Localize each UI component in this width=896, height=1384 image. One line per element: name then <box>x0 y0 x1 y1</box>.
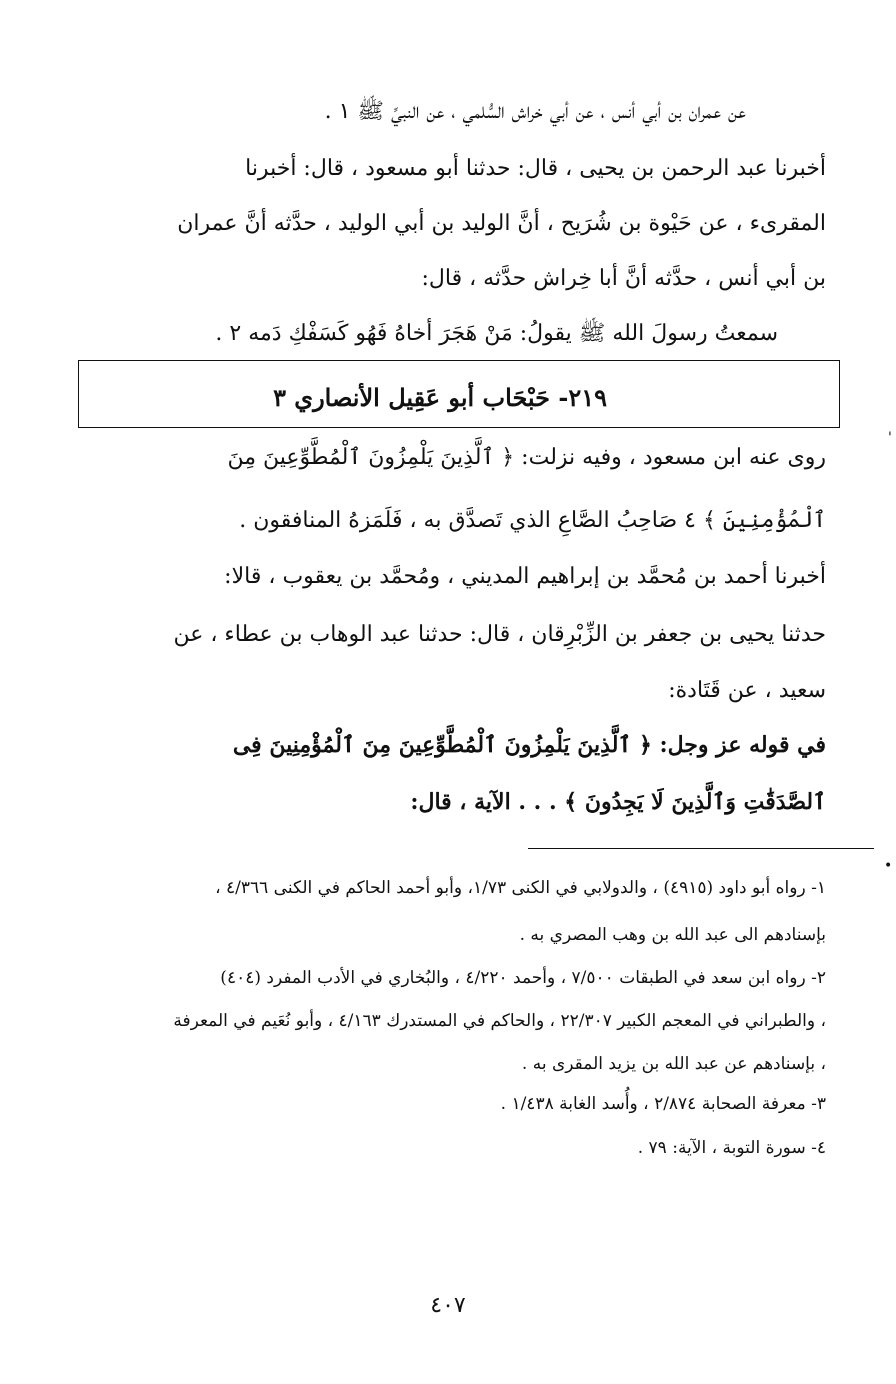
section-line-2: ٱلْمُؤْمِنِينَ ﴾ ٤ صَاحِبُ الصَّاعِ الذي تَصدَّق به ، فَلَمَزهُ المنافقون . <box>239 508 826 533</box>
section-line-6: في قوله عز وجل: ﴿ ٱلَّذِينَ يَلْمِزُونَ ٱلْمُطَّوِّعِينَ مِنَ ٱلْمُؤْمِنِينَ فِى <box>232 732 826 758</box>
section-line-7: ٱلصَّدَقَٰتِ وَٱلَّذِينَ لَا يَجِدُونَ ﴾ . . . الآية ، قال: <box>410 789 826 815</box>
footnote-1b: بإسنادهم الى عبد الله بن وهب المصري به . <box>519 925 826 945</box>
section-line-1: روى عنه ابن مسعود ، وفيه نزلت: ﴿ ٱلَّذِينَ يَلْمِزُونَ ٱلْمُطَّوِّعِينَ مِنَ <box>227 445 826 470</box>
footnote-4: ٤- سورة التوبة ، الآية: ٧٩ . <box>637 1138 826 1158</box>
footnote-3: ٣- معرفة الصحابة ٢/٨٧٤ ، وأُسد الغابة ١/٤٣٨ . <box>500 1094 826 1114</box>
margin-dot: • <box>884 858 893 874</box>
body-line-1: عن عمران بن أبي أنس ، عن أبي خراش السُّلمي ، عن النبيِّ ﷺ ١ . <box>324 99 746 124</box>
section-line-3: أخبرنا أحمد بن مُحمَّد بن إبراهيم المديني ، ومُحمَّد بن يعقوب ، قالا: <box>224 564 826 589</box>
section-heading-box <box>78 360 840 428</box>
footnote-separator <box>528 848 874 849</box>
footnote-2b: ، والطبراني في المعجم الكبير ٢٢/٣٠٧ ، والحاكم في المستدرك ٤/١٦٣ ، وأبو نُعَيم في المعرفة <box>173 1011 826 1031</box>
page-number: ٤٠٧ <box>430 1293 466 1318</box>
footnote-2c: ، بإسنادهم عن عبد الله بن يزيد المقرى به . <box>521 1054 826 1074</box>
body-line-2: أخبرنا عبد الرحمن بن يحيى ، قال: حدثنا أبو مسعود ، قال: أخبرنا <box>245 156 826 181</box>
footnote-1a: ١- رواه أبو داود (٤٩١٥) ، والدولابي في الكنى ١/٧٣، وأبو أحمد الحاكم في الكنى ٤/٣٦٦ ، <box>215 878 826 898</box>
body-line-3: المقرىء ، عن حَيْوة بن شُرَيح ، أنَّ الوليد بن أبي الوليد ، حدَّثه أنَّ عمران <box>177 211 826 236</box>
margin-tick: ' <box>888 430 892 446</box>
section-line-4: حدثنا يحيى بن جعفر بن الزِّبْرِقان ، قال: حدثنا عبد الوهاب بن عطاء ، عن <box>173 622 826 647</box>
section-line-5: سعيد ، عن قَتَادة: <box>668 678 826 703</box>
section-heading: ٢١٩- حَبْحَاب أبو عَقِيل الأنصاري ٣ <box>273 383 607 412</box>
body-line-4: بن أبي أنس ، حدَّثه أنَّ أبا خِراش حدَّثه ، قال: <box>421 266 826 291</box>
body-line-5: سمعتُ رسولَ الله ﷺ يقولُ: مَنْ هَجَرَ أخاهُ فَهُو كَسَفْكِ دَمه ٢ . <box>215 321 778 346</box>
footnote-2a: ٢- رواه ابن سعد في الطبقات ٧/٥٠٠ ، وأحمد ٤/٢٢٠ ، والبُخاري في الأدب المفرد (٤٠٤) <box>220 968 826 988</box>
